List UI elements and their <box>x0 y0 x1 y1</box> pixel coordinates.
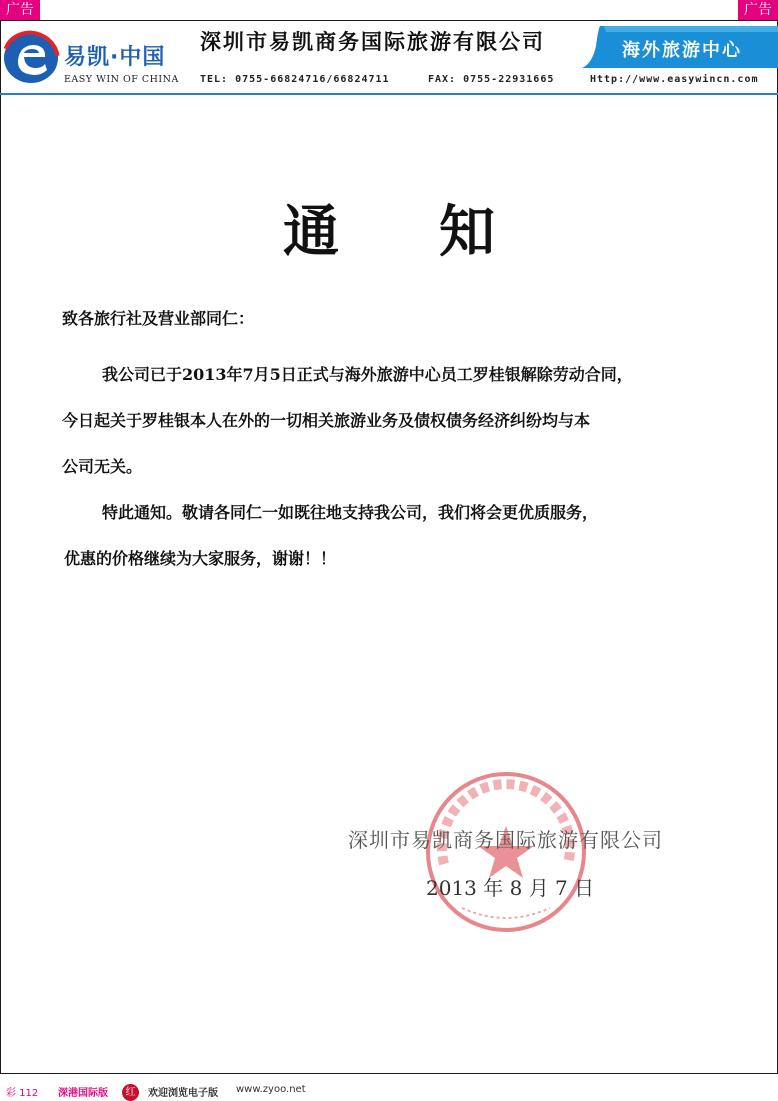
welcome-text: 欢迎浏览电子版 <box>148 1088 218 1099</box>
paragraph-2-line-1: 特此通知。敬请各同仁一如既往地支持我公司，我们将会更优质服务， <box>102 503 599 522</box>
department-banner <box>582 26 778 68</box>
title-char-1: 通 <box>283 199 339 265</box>
footer-site-link[interactable]: www.zyoo.net <box>236 1084 306 1095</box>
paragraph-2-line-2: 优惠的价格继续为大家服务，谢谢！！ <box>64 549 337 568</box>
paragraph-1-line-3: 公司无关。 <box>62 457 143 476</box>
paragraph-1-line-2: 今日起关于罗桂银本人在外的一切相关旅游业务及债权债务经济纠纷均与本 <box>62 411 591 430</box>
letterhead <box>0 20 778 96</box>
logo-english-name: EASY WIN OF CHINA <box>64 74 179 85</box>
notice-title <box>0 188 778 268</box>
company-logo <box>2 28 182 98</box>
page-number: 彩 112 <box>6 1088 39 1099</box>
fax: FAX: 0755-22931665 <box>428 74 555 85</box>
website-link[interactable]: Http://www.easywincn.com <box>590 74 759 85</box>
edition-label: 深港国际版 <box>58 1088 108 1099</box>
logo-chinese-name: 易凯·中国 <box>64 45 166 70</box>
title-char-2: 知 <box>439 199 495 265</box>
signer-company: 深圳市易凯商务国际旅游有限公司 <box>348 828 663 852</box>
company-name: 深圳市易凯商务国际旅游有限公司 <box>200 30 545 54</box>
e-logo-icon <box>2 30 60 86</box>
ad-tag-left: 广告 <box>0 0 40 20</box>
telephone: TEL: 0755-66824716/66824711 <box>200 74 390 85</box>
salutation: 致各旅行社及营业部同仁： <box>62 309 255 328</box>
contact-line <box>200 74 772 92</box>
ad-tag-right: 广告 <box>738 0 778 20</box>
header-rule <box>0 93 778 95</box>
sign-date: 2013 年 8 月 7 日 <box>426 876 595 900</box>
red-badge-icon: 红 <box>122 1084 139 1101</box>
page-footer <box>0 1080 778 1100</box>
department-name: 海外旅游中心 <box>622 40 742 61</box>
paragraph-1-line-1: 我公司已于2013年7月5日正式与海外旅游中心员工罗桂银解除劳动合同， <box>102 365 633 384</box>
